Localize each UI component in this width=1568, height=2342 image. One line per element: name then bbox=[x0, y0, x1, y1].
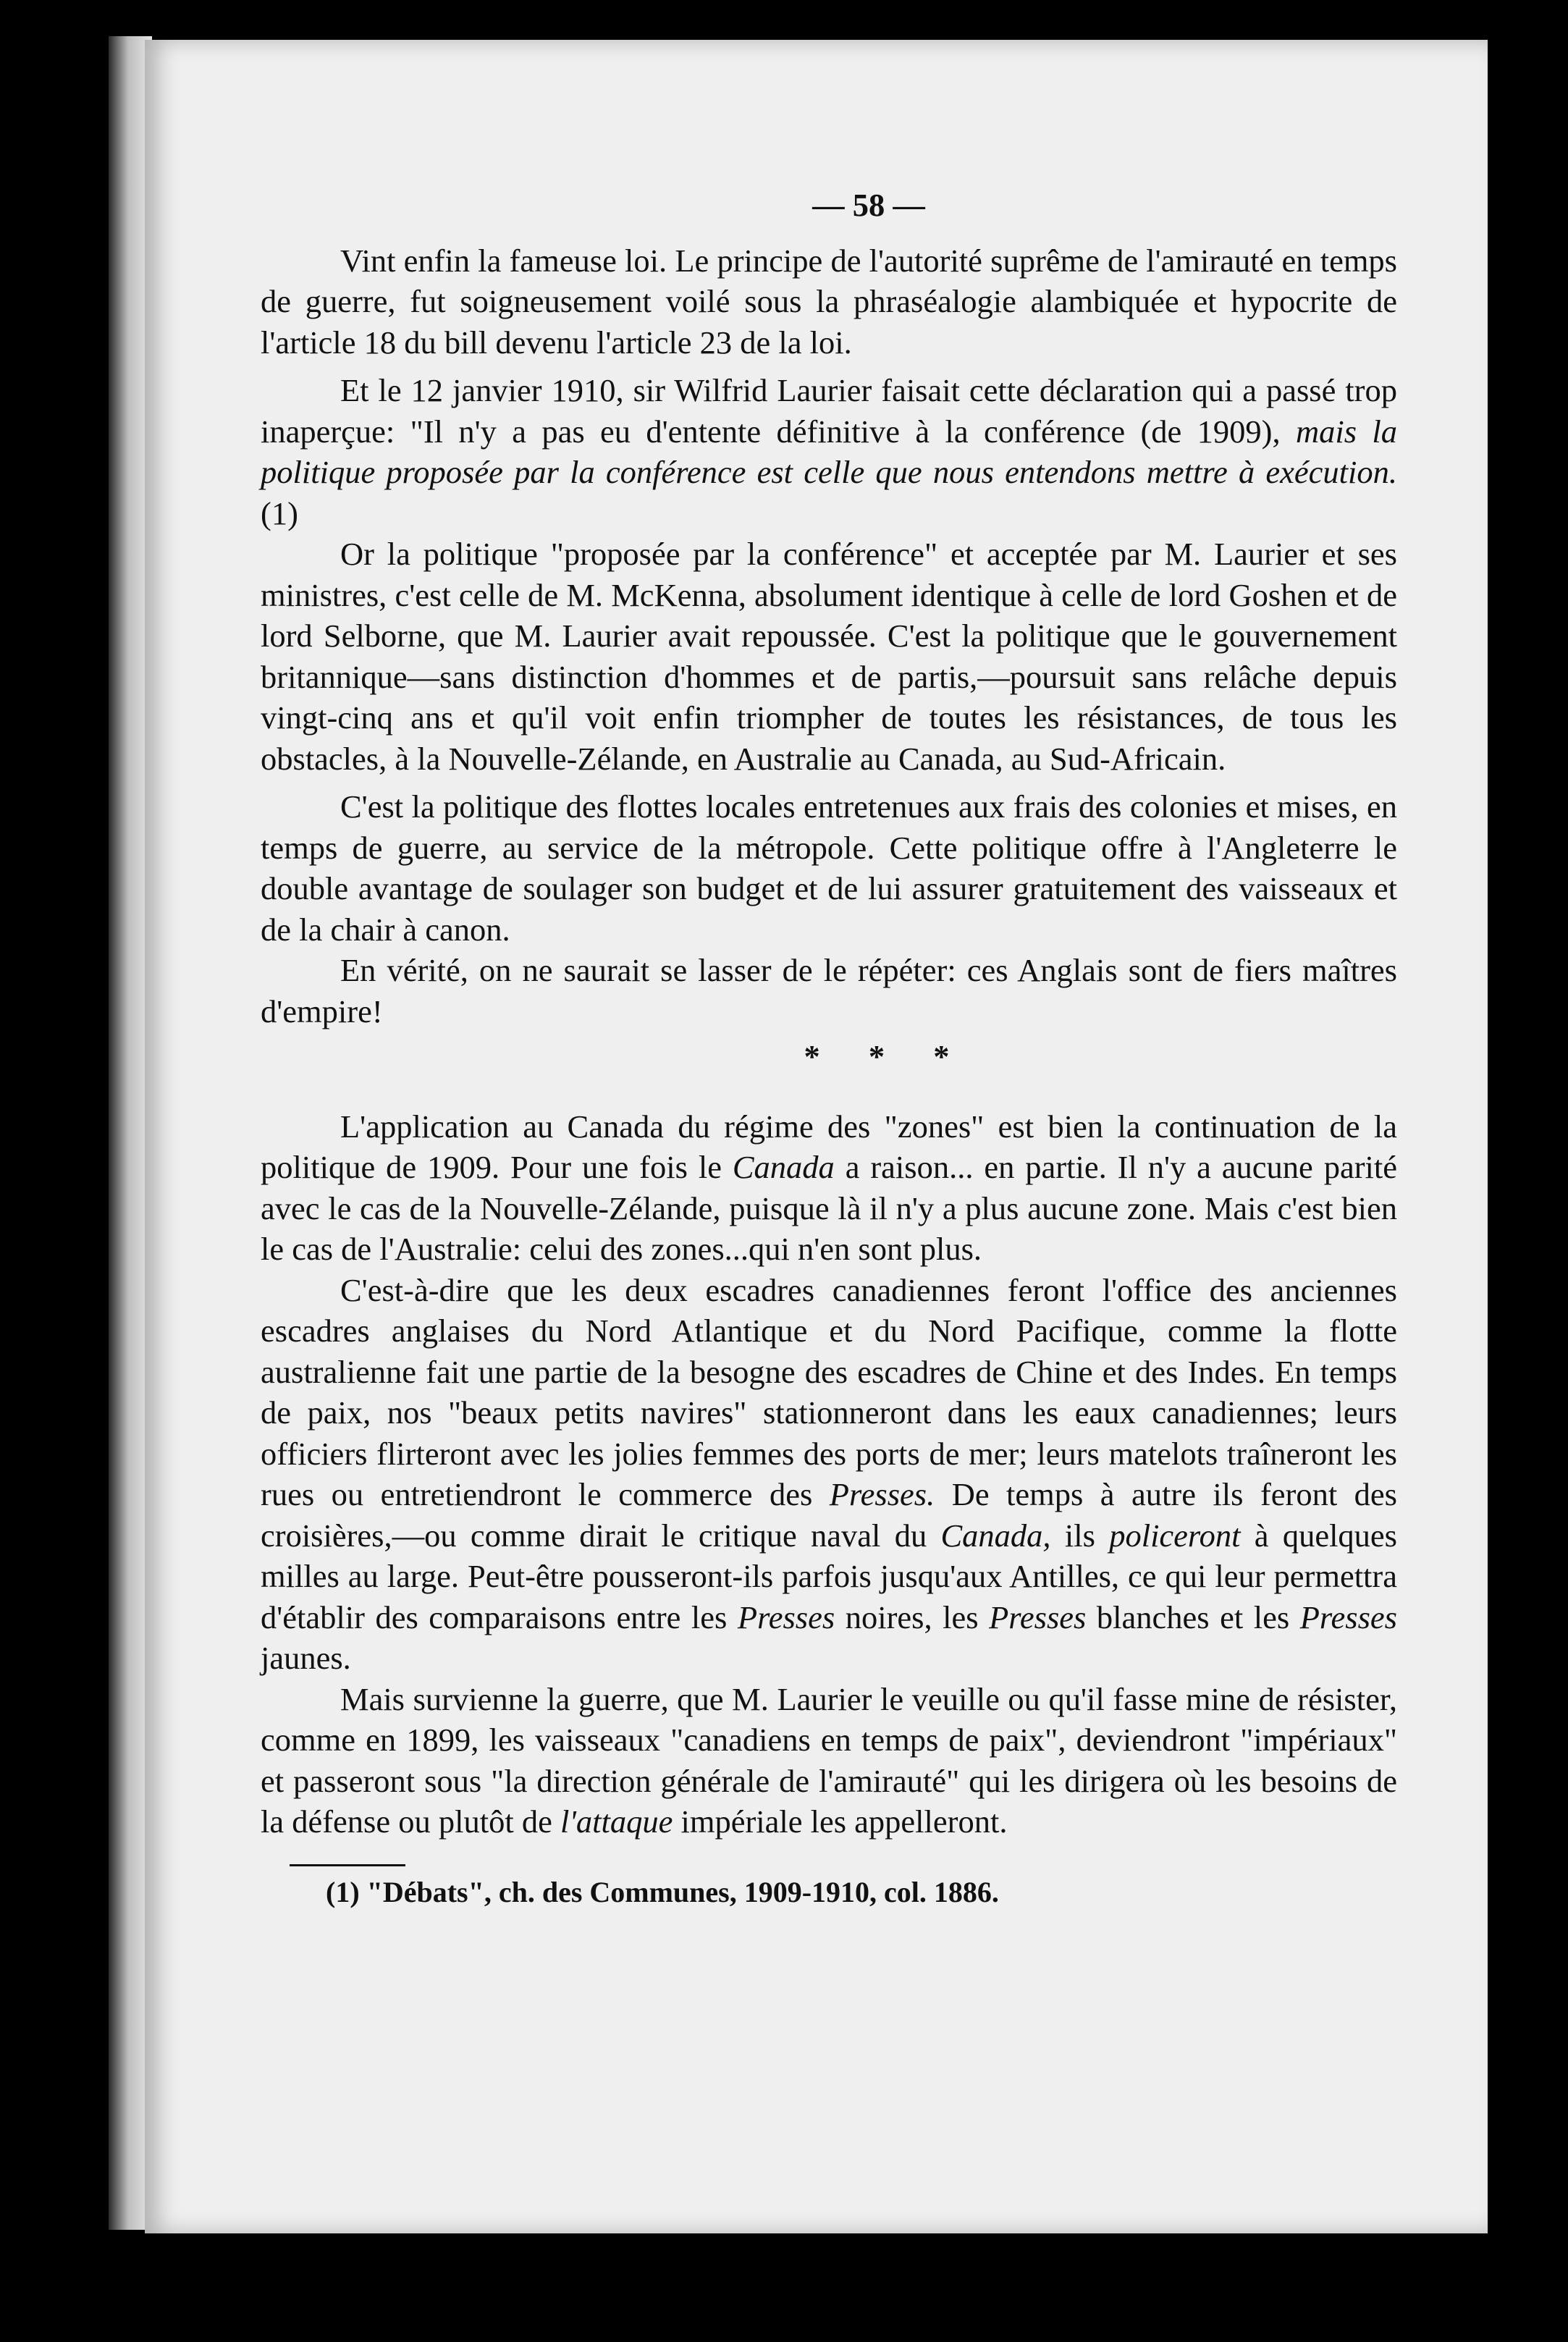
page-text-block bbox=[261, 185, 1397, 1911]
page-number: — 58 — bbox=[812, 187, 925, 223]
paragraph-7-italic-2: Canada, bbox=[940, 1517, 1051, 1554]
paragraph-7-text-b: De temps à autre ils feront des croisières,—ou comme dirait le critique naval du bbox=[261, 1476, 1397, 1554]
paragraph-6-text-end: a raison... en partie. Il n'y a aucune parité avec le cas de la Nouvelle-Zélande, puisque là il n'y a plus aucune zone. Mais c'est bien le cas de l'Australie: celui des zones...qui n'en sont plus. bbox=[261, 1149, 1397, 1267]
footnote: (1) "Débats", ch. des Communes, 1909-1910, col. 1886. bbox=[326, 1875, 999, 1908]
paragraph-7-text-f: blanches et les bbox=[1086, 1598, 1300, 1635]
paragraph-7-italic-1: Presses. bbox=[829, 1476, 935, 1512]
paragraph-8-italic: l'attaque bbox=[560, 1803, 673, 1840]
paragraph-8-text-start: Mais survienne la guerre, que M. Laurier le veuille ou qu'il fasse mine de résister, comme en 1899, les vaisseaux "canadiens en temps de paix", deviendront "impériaux" et passeront sous "la direction générale de l'amirauté" qui les dirigera où les besoins de la défense ou plutôt de bbox=[261, 1680, 1397, 1840]
paragraph-6-text-start: L'application au Canada du régime des "zones" est bien la continuation de la politique de 1909. Pour une fois le bbox=[261, 1108, 1397, 1185]
paragraph-8-text-end: impériale les appelleront. bbox=[673, 1803, 1008, 1840]
paragraph-6-italic: Canada bbox=[732, 1149, 835, 1185]
paragraph-2-text: Et le 12 janvier 1910, sir Wilfrid Laurier faisait cette déclaration qui a passé trop inaperçue: "Il n'y a pas eu d'entente définitive à la conférence (de 1909), bbox=[261, 372, 1397, 450]
paragraph-7-italic-3: policeront bbox=[1109, 1517, 1241, 1554]
footnote-reference: (1) bbox=[261, 494, 298, 531]
paragraph-3: Or la politique "proposée par la conférence" et acceptée par M. Laurier et ses ministres, c'est celle de M. McKenna, absolument identique à celle de lord Goshen et de lord Selborne, que M. Laurier avait repoussée. C'est la politique que le gouvernement britannique—sans distinction d'hommes et de partis,—poursuit sans relâche depuis vingt-cinq ans et qu'il voit enfin triompher de toutes les résistances, de tous les obstacles, à la Nouvelle-Zélande, en Australie au Canada, au Sud-Africain. bbox=[261, 536, 1397, 777]
paragraph-7-italic-5: Presses bbox=[989, 1598, 1087, 1635]
paragraph-7-italic-4: Presses bbox=[737, 1598, 835, 1635]
footnote-rule bbox=[290, 1864, 405, 1866]
paragraph-7-text-e: noires, les bbox=[835, 1598, 990, 1635]
paragraph-7-text-d: à quelques milles au large. Peut-être pousseront-ils parfois jusqu'aux Antilles, ce qui leur permettra d'établir des comparaisons entre les bbox=[261, 1517, 1397, 1635]
section-separator: * * * bbox=[804, 1038, 970, 1074]
paragraph-7-text-a: C'est-à-dire que les deux escadres canadiennes feront l'office des anciennes escadres anglaises du Nord Atlantique et du Nord Pacifique, comme la flotte australienne fait une partie de la besogne des escadres de Chine et des Indes. En temps de paix, nos "beaux petits navires" stationneront dans les eaux canadiennes; leurs officiers flirteront avec les jolies femmes des ports de mer; leurs matelots traîneront les rues ou entretiendront le commerce des bbox=[261, 1271, 1397, 1512]
paragraph-2-italic-quote: mais la politique proposée par la conférence est celle que nous entendons mettre à exécution. bbox=[261, 413, 1397, 490]
paragraph-4: C'est la politique des flottes locales entretenues aux frais des colonies et mises, en temps de guerre, au service de la métropole. Cette politique offre à l'Angleterre le double avantage de soulager son budget et de lui assurer gratuitement des vaisseaux et de la chair à canon. bbox=[261, 788, 1397, 948]
paragraph-5: En vérité, on ne saurait se lasser de le répéter: ces Anglais sont de fiers maîtres d'empire! bbox=[261, 952, 1397, 1029]
paragraph-7-italic-6: Presses bbox=[1299, 1598, 1397, 1635]
paragraph-7 bbox=[261, 1270, 1397, 1679]
paragraph-1: Vint enfin la fameuse loi. Le principe de l'autorité suprême de l'amirauté en temps de guerre, fut soigneusement voilé sous la phraséalogie alambiquée et hypocrite de l'article 18 du bill devenu l'article 23 de la loi. bbox=[261, 242, 1397, 361]
paragraph-2 bbox=[261, 370, 1397, 534]
paragraph-8 bbox=[261, 1679, 1397, 1842]
paragraph-6 bbox=[261, 1106, 1397, 1270]
book-page bbox=[145, 40, 1488, 2233]
paragraph-7-text-c: ils bbox=[1050, 1517, 1110, 1554]
paragraph-7-text-g: jaunes. bbox=[261, 1640, 351, 1676]
